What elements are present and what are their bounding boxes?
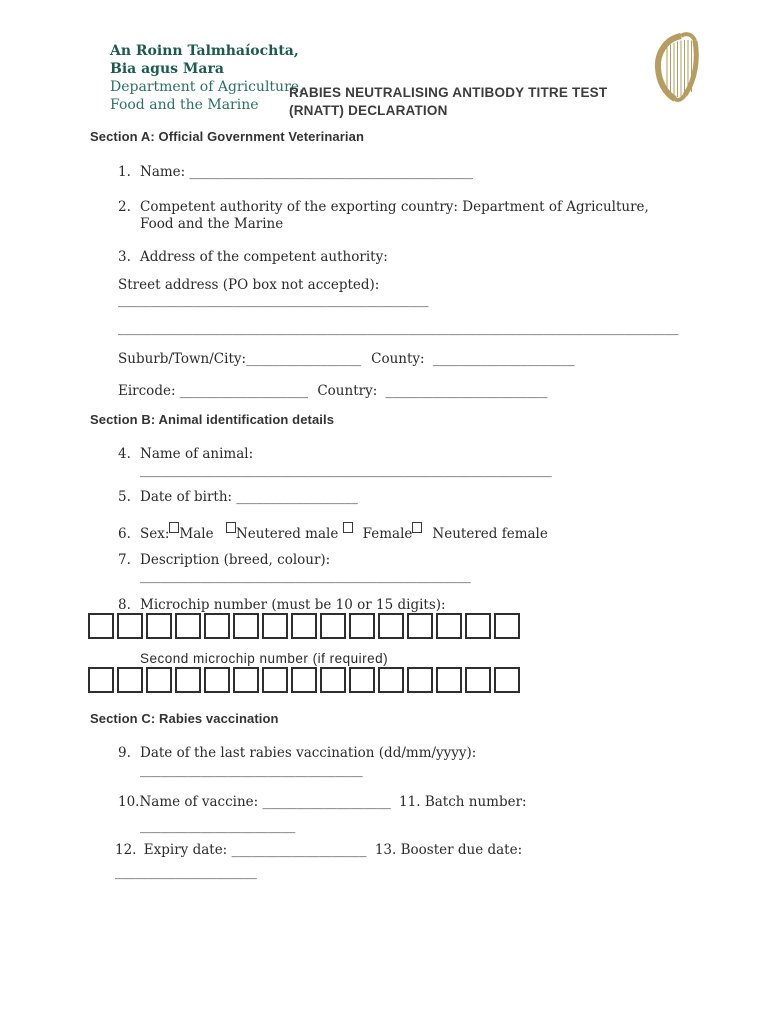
item-5-label: Date of birth:	[140, 489, 233, 505]
microchip-digit-box[interactable]	[262, 667, 288, 693]
microchip-digit-box[interactable]	[204, 667, 230, 693]
microchip-digit-box[interactable]	[175, 613, 201, 639]
item-11-number: 11.	[399, 794, 421, 810]
microchip-digit-box[interactable]	[291, 667, 317, 693]
microchip-digit-box[interactable]	[88, 613, 114, 639]
item-6-label: Sex:	[140, 526, 170, 542]
item-3-address	[118, 249, 388, 265]
street-address-blank-line-2[interactable]: ___________________________________________________________________________________	[118, 320, 679, 336]
option-label-male: Male	[179, 526, 214, 542]
item-10-label: Name of vaccine:	[139, 794, 259, 810]
item-12-label: Expiry date:	[143, 842, 228, 858]
item-3-label: Address of the competent authority:	[140, 249, 388, 265]
description-blank-line[interactable]: _________________________________________________	[140, 568, 471, 584]
document-title-line1: RABIES NEUTRALISING ANTIBODY TITRE TEST	[289, 85, 608, 100]
suburb-blank-line[interactable]: _________________	[246, 351, 361, 367]
microchip-digit-box[interactable]	[349, 667, 375, 693]
microchip-digit-box[interactable]	[349, 613, 375, 639]
animal-name-blank-line[interactable]: _____________________________________________________________	[140, 462, 552, 478]
microchip-digit-box[interactable]	[146, 667, 172, 693]
irish-harp-logo-icon	[650, 30, 712, 108]
item-8-microchip	[118, 597, 446, 613]
microchip-digit-box[interactable]	[88, 667, 114, 693]
microchip-digit-box[interactable]	[320, 613, 346, 639]
suburb-label: Suburb/Town/City:	[118, 351, 247, 367]
dept-name-irish-line2: Bia agus Mara	[110, 61, 224, 77]
item-1-label: Name:	[140, 164, 186, 180]
item-2-text-line1: Competent authority of the exporting country: Department of Agriculture,	[140, 199, 649, 215]
date-of-birth-blank-line[interactable]: __________________	[236, 489, 358, 505]
item-9-label: Date of the last rabies vaccination (dd/mm/yyyy):	[140, 745, 477, 761]
item-9-number: 9.	[118, 745, 131, 761]
microchip-number-boxes-row	[88, 613, 520, 639]
microchip-digit-box[interactable]	[117, 613, 143, 639]
item-7-number: 7.	[118, 552, 131, 568]
section-b-heading: Section B: Animal identification details	[90, 412, 335, 427]
section-c-heading: Section C: Rabies vaccination	[90, 711, 279, 726]
option-label-female: Female	[362, 526, 413, 542]
microchip-digit-box[interactable]	[378, 667, 404, 693]
item-7-label: Description (breed, colour):	[140, 552, 331, 568]
item-4-number: 4.	[118, 446, 131, 462]
dept-name-irish-line1: An Roinn Talmhaíochta,	[110, 43, 299, 59]
item-6-number: 6.	[118, 526, 131, 542]
last-vaccination-blank-line[interactable]: _________________________________	[140, 762, 363, 778]
microchip-digit-box[interactable]	[233, 613, 259, 639]
department-logotype	[110, 42, 304, 114]
item-9-last-vaccination	[118, 745, 476, 761]
item-5-date-of-birth	[118, 489, 358, 505]
option-label-neutered-male: Neutered male	[235, 526, 339, 542]
suburb-county-row	[118, 351, 575, 367]
second-microchip-boxes-row	[88, 667, 520, 693]
street-address-blank-line[interactable]: ______________________________________________	[118, 292, 429, 308]
vaccine-name-blank-line[interactable]: ___________________	[262, 794, 391, 810]
checkbox-neutered-female[interactable]	[412, 522, 422, 533]
microchip-digit-box[interactable]	[146, 613, 172, 639]
item-2-number: 2.	[118, 199, 131, 215]
section-a-heading: Section A: Official Government Veterinarian	[90, 129, 364, 144]
country-label: Country:	[317, 383, 378, 399]
microchip-digit-box[interactable]	[291, 613, 317, 639]
option-label-neutered-female: Neutered female	[432, 526, 548, 542]
item-8-label: Microchip number (must be 10 or 15 digits):	[140, 597, 446, 613]
microchip-digit-box[interactable]	[175, 667, 201, 693]
item-4-label: Name of animal:	[140, 446, 254, 462]
checkbox-neutered-male[interactable]	[226, 522, 236, 533]
county-blank-line[interactable]: _____________________	[432, 351, 575, 367]
microchip-digit-box[interactable]	[436, 667, 462, 693]
item-2-text-line2: Food and the Marine	[140, 216, 284, 232]
eircode-label: Eircode:	[118, 383, 176, 399]
name-blank-line[interactable]: __________________________________________	[189, 164, 473, 180]
vaccine-name-blank-line-2[interactable]: _______________________	[140, 818, 296, 834]
county-label: County:	[371, 351, 425, 367]
microchip-digit-box[interactable]	[262, 613, 288, 639]
checkbox-male[interactable]	[169, 522, 179, 533]
microchip-digit-box[interactable]	[117, 667, 143, 693]
item-10-11-row	[118, 794, 527, 810]
microchip-digit-box[interactable]	[494, 613, 520, 639]
dept-name-english-line2: Food and the Marine	[110, 97, 259, 113]
microchip-digit-box[interactable]	[407, 667, 433, 693]
item-12-number: 12.	[115, 842, 137, 858]
microchip-digit-box[interactable]	[465, 667, 491, 693]
document-title-line2: (RNATT) DECLARATION	[289, 103, 448, 118]
item-1-number: 1.	[118, 164, 131, 180]
microchip-digit-box[interactable]	[378, 613, 404, 639]
item-1-name	[118, 164, 473, 180]
microchip-digit-box[interactable]	[465, 613, 491, 639]
item-7-description	[118, 552, 330, 568]
item-4-animal-name	[118, 446, 253, 462]
microchip-digit-box[interactable]	[407, 613, 433, 639]
item-12-13-row	[115, 842, 522, 858]
microchip-digit-box[interactable]	[436, 613, 462, 639]
microchip-digit-box[interactable]	[494, 667, 520, 693]
second-microchip-label: Second microchip number (if required)	[140, 651, 389, 666]
checkbox-female[interactable]	[343, 522, 353, 533]
expiry-date-blank-line-2[interactable]: _____________________	[115, 864, 257, 880]
street-address-label: Street address (PO box not accepted):	[118, 277, 380, 293]
item-8-number: 8.	[118, 597, 131, 613]
dept-name-english-line1: Department of Agriculture,	[110, 79, 304, 95]
microchip-digit-box[interactable]	[320, 667, 346, 693]
item-13-label: Booster due date:	[400, 842, 523, 858]
item-3-number: 3.	[118, 249, 131, 265]
document-title	[289, 84, 607, 120]
microchip-digit-box[interactable]	[204, 613, 230, 639]
eircode-blank-line[interactable]: ___________________	[179, 383, 309, 399]
eircode-country-row	[118, 383, 548, 399]
item-10-number: 10.	[118, 794, 140, 810]
item-5-number: 5.	[118, 489, 131, 505]
country-blank-line[interactable]: ________________________	[385, 383, 548, 399]
microchip-digit-box[interactable]	[233, 667, 259, 693]
item-6-sex	[118, 522, 548, 542]
item-2-competent-authority	[118, 199, 649, 215]
item-11-label: Batch number:	[424, 794, 527, 810]
expiry-date-blank-line[interactable]: ____________________	[231, 842, 367, 858]
item-13-number: 13.	[374, 842, 397, 858]
